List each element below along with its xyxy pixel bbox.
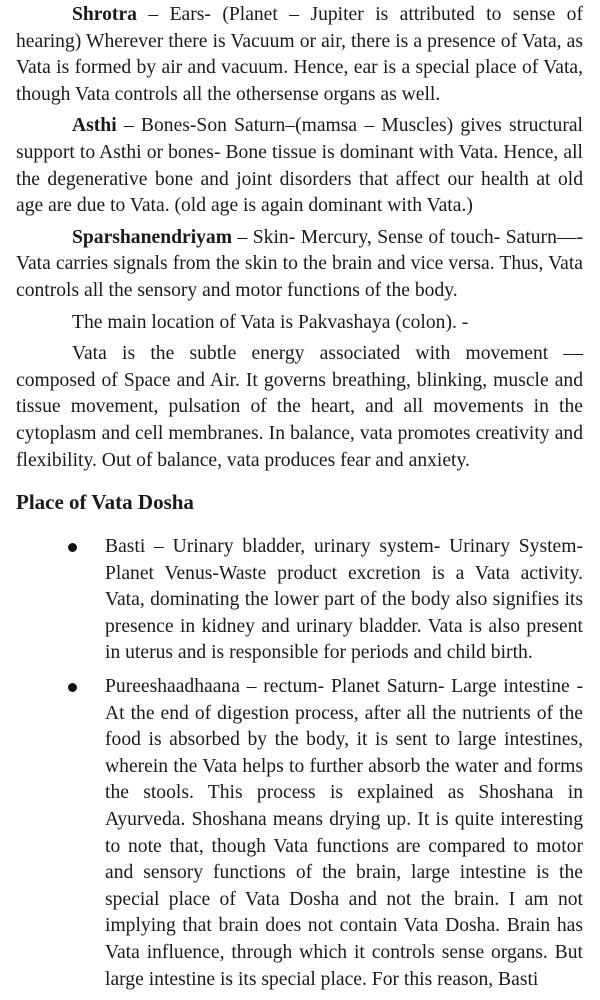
paragraph-vata-energy [16, 341, 583, 474]
bullet-dot-icon [68, 543, 77, 552]
term-asthi: Asthi [72, 115, 117, 137]
paragraph-text: – Bones-Son Saturn–(mamsa – Muscles) gives structural support to Asthi or bones- Bone tissue is dominant with Vata. Hence, all the degenerative bone and joint disorders that affect our health at old age are due to Vata. (old age is again dominant with Vata.) [16, 115, 583, 217]
bullet-dot-icon [68, 683, 77, 692]
document-page [16, 2, 583, 1000]
list-item-pureeshaadhaana [16, 674, 583, 993]
paragraph-text: Vata is the subtle energy associated with movement — composed of Space and Air. It governs breathing, blinking, muscle and tissue movement, pulsation of the heart, and all movements in the cytoplasm and cell membranes. In balance, vata promotes creativity and flexibility. Out of balance, vata produces fear and anxiety. [16, 343, 583, 471]
paragraph-text: – Ears- (Planet – Jupiter is attributed to sense of hearing) Wherever there is Vacuum or air, there is a presence of Vata, as Vata is formed by air and vacuum. Hence, ear is a special place of Vata, though Vata controls all the othersense organs as well. [16, 4, 583, 105]
list-item-text: Basti – Urinary bladder, urinary system- Urinary System- Planet Venus-Waste product excretion is a Vata activity. Vata, dominating the lower part of the body also signifies its presence in kidney and urinary bladder. Vata is also present in uterus and is responsible for periods and child birth. [105, 536, 583, 664]
paragraph-shrotra [16, 2, 583, 108]
paragraph-sparshanendriyam [16, 225, 583, 305]
term-shrotra: Shrotra [72, 4, 137, 25]
paragraph-text: The main location of Vata is Pakvashaya (colon). - [72, 311, 469, 333]
paragraph-main-location [16, 310, 583, 337]
bullet-list [16, 534, 583, 993]
term-sparshanendriyam: Sparshanendriyam [72, 226, 233, 248]
section-heading: Place of Vata Dosha [16, 490, 194, 515]
paragraph-text: – Skin- Mercury, Sense of touch- Saturn—- Vata carries signals from the skin to the brain and vice versa. Thus, Vata controls all the sensory and motor functions of the body. [16, 226, 583, 301]
paragraph-asthi [16, 113, 583, 219]
list-item-text: Pureeshaadhaana – rectum- Planet Saturn- Large intestine -At the end of digestion process, after all the nutrients of the food is absorbed by the body, it is sent to large intestines, wherein the Vata helps to further absorb the water and forms the stools. This process is explained as Shoshana in Ayurveda. Shoshana means drying up. It is quite interesting to note that, though Vata functions are compared to motor and sensory functions of the brain, large intestine is the special place of Vata Dosha and not the brain. I am not implying that brain does not contain Vata Dosha. Brain has Vata influence, through which it controls sense organs. But large intestine is its special place. For this reason, Basti [105, 676, 583, 990]
list-item-basti [16, 534, 583, 667]
